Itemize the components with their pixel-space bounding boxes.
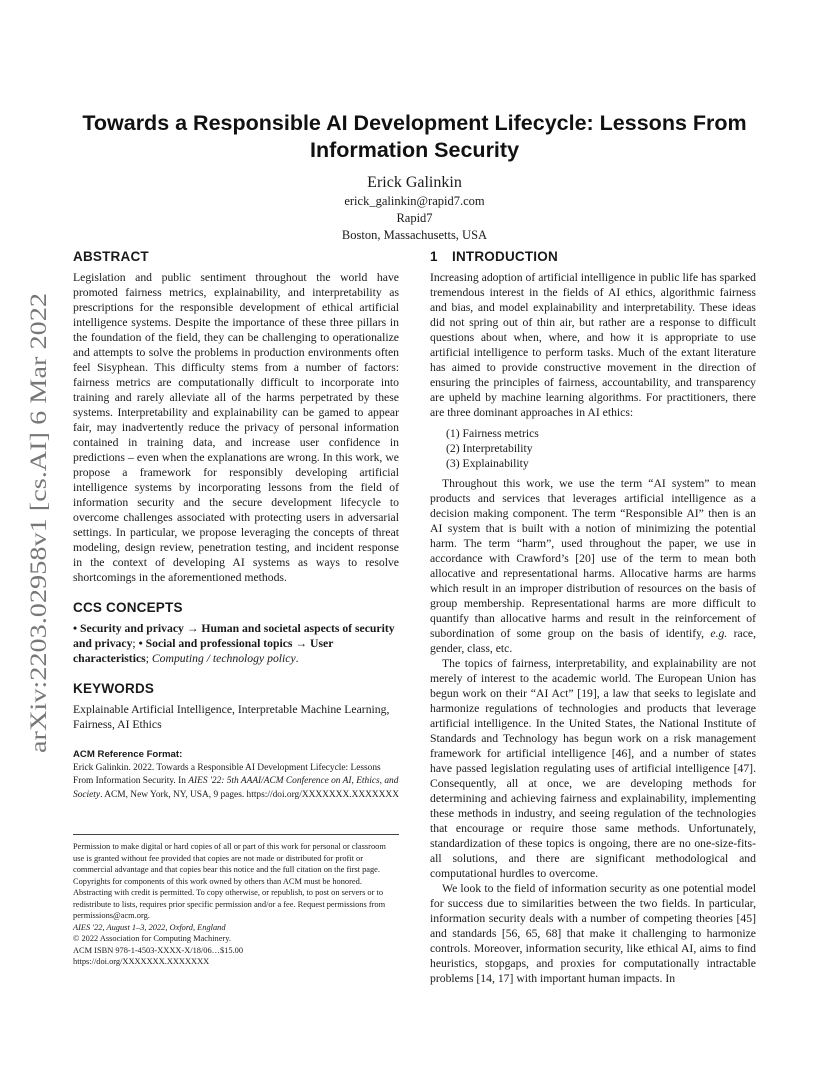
ccs-concept-1: • Security and privacy → Human and societal aspects of security and privacy bbox=[73, 622, 395, 650]
permission-footnote bbox=[73, 834, 399, 968]
author-block bbox=[72, 173, 757, 243]
ccs-concept-3: Computing / technology policy bbox=[151, 652, 296, 665]
reference-venue: AIES '22: 5th AAAI/ACM Conference on AI, Ethics, and Society bbox=[73, 776, 399, 800]
ccs-separator: ; bbox=[145, 652, 152, 665]
reference-part2: . ACM, New York, NY, USA, 9 pages. https://doi.org/XXXXXXX.XXXXXXX bbox=[100, 789, 399, 800]
author-email: erick_galinkin@rapid7.com bbox=[344, 194, 485, 208]
intro-paragraph-1: Increasing adoption of artificial intelligence in public life has sparked tremendous interest in the fields of AI ethics, algorithmic fairness and bias, and model explainability and interpretability. These ideas did not spring out of thin air, but rather are a response to difficult questions about when, where, and how it is appropriate to use artificial intelligence to perform tasks. Much of the extant literature has aimed to provide constructive movement in the direction of ensuring the principles of fairness, accountability, and transparency are upheld by machine learning algorithms. For practitioners, there are three dominant approaches in AI ethics: bbox=[430, 271, 756, 419]
acm-reference-format bbox=[73, 748, 399, 802]
intro-paragraph-3: The topics of fairness, interpretability, and explainability are not merely of interest to the academic world. The European Union has begun work on their “AI Act” [19], a law that seeks to legislate and harmonize regulations of technologies and products that leverage artificial intelligence. In the United States, the National Institute of Standards and Technology has begun work on a risk management framework for artificial intelligence [46], and a number of states have passed legislation regulating uses of artificial intelligence [47]. Consequently, all at once, we are developing methods for determining and achieving fairness and explainability, implementing these methods in industry, and seeing regulation of the technologies that encourage or require those same methods. Unfortunately, standardization of these topics is ongoing, there are no one-size-fits-all solutions, and there are significant methodological and computational hurdles to overcome. bbox=[430, 656, 756, 880]
keywords-heading: KEYWORDS bbox=[73, 681, 155, 696]
permission-venue bbox=[73, 922, 399, 934]
approaches-list bbox=[430, 426, 756, 472]
eg-abbrev: e.g. bbox=[710, 626, 728, 640]
section-title: INTRODUCTION bbox=[452, 249, 558, 264]
introduction-heading bbox=[430, 248, 756, 266]
reference-part1: Erick Galinkin. 2022. Towards a Responsible AI Development Lifecycle: Lessons From Information Security. In bbox=[73, 763, 381, 787]
right-column bbox=[430, 248, 756, 986]
intro-paragraph-4: We look to the field of information security as one potential model for success due to similarities between the two fields. In particular, information security deals with a number of competing theories [45] and standards [56, 65, 68] that make it challenging to harmonize controls. Moreover, information security, like ethical AI, aims to find heuristics, stopgaps, and proxies for computationally intractable problems [14, 17] with important human impacts. In bbox=[430, 881, 756, 985]
paragraph-2-end: race, gender, class, etc. bbox=[430, 626, 756, 655]
copyright-line: © 2022 Association for Computing Machinery. bbox=[73, 934, 231, 943]
list-item: (2) Interpretability bbox=[446, 442, 533, 456]
keywords-text: Explainable Artificial Intelligence, Interpretable Machine Learning, Fairness, AI Ethics bbox=[73, 703, 390, 731]
permission-text: Permission to make digital or hard copies of all or part of this work for personal or classroom use is granted without fee provided that copies are not made or distributed for profit or commercial advantage and that copies bear this notice and the full citation on the first page. Copyrights for components of this work owned by others than ACM must be honored. Abstracting with credit is permitted. To copy otherwise, or republish, to post on servers or to redistribute to lists, requires prior specific permission and/or a fee. Request permissions from permissions@acm.org. bbox=[73, 842, 386, 920]
arxiv-stamp-graphic bbox=[23, 293, 53, 753]
list-item: (3) Explainability bbox=[446, 457, 529, 471]
doi-line: https://doi.org/XXXXXXX.XXXXXXX bbox=[73, 957, 210, 966]
abstract-heading: ABSTRACT bbox=[73, 249, 149, 264]
ccs-end: . bbox=[295, 652, 299, 665]
paper-title: Towards a Responsible AI Development Lifecycle: Lessons From Information Security bbox=[82, 111, 747, 162]
arxiv-stamp bbox=[23, 293, 53, 753]
reference-heading: ACM Reference Format: bbox=[73, 749, 183, 760]
ccs-heading: CCS CONCEPTS bbox=[73, 600, 183, 615]
reference-text bbox=[73, 762, 399, 802]
abstract-text: Legislation and public sentiment throughout the world have promoted fairness metrics, explainability, and interpretability as prescriptions for the responsible development of ethical artificial intelligence systems. Despite the importance of these three pillars in the foundation of the field, they can be challenging to operationalize and attempts to solve the problems in production environments often feel Sisyphean. This difficulty stems from a number of factors: fairness metrics are computationally difficult to incorporate into training and rarely alleviate all of the harms perpetrated by these systems. Interpretability and explainability can be gamed to appear fair, may inadvertently reduce the privacy of personal information contained in training data, and increase user confidence in predictions – even when the explanations are wrong. In this work, we propose a framework for responsibly developing artificial intelligence systems by incorporating lessons from the field of information security and the secure development lifecycle to overcome challenges associated with protecting users in adversarial settings. In particular, we propose leveraging the concepts of threat modeling, design review, penetration testing, and incident response in the context of developing AI systems as ways to resolve shortcomings in the aforementioned methods. bbox=[73, 271, 399, 584]
venue-line: AIES '22, August 1–3, 2022, Oxford, England bbox=[73, 922, 226, 932]
ccs-concepts bbox=[73, 621, 399, 666]
ccs-concept-2: • Social and professional topics → User characteristics bbox=[73, 637, 334, 665]
section-number: 1 bbox=[430, 249, 438, 264]
ccs-separator: ; bbox=[132, 637, 139, 650]
left-column bbox=[73, 248, 399, 802]
paragraph-2-text: Throughout this work, we use the term “AI system” to mean products and services that leverages artificial intelligence as a decision making component. The term “Responsible AI” then is an AI system that is built with a notion of minimizing the potential harm. The term “harm”, used throughout the paper, we use in accordance with Crawford’s [20] use of the term to mean both allocative and representational harms. Allocative harms are harms which result in an improper distribution of resources on the basis of group membership. Representational harms are more difficult to quantify than allocative harms and result in the reinforcement of subordination of some group on the basis of identify, bbox=[430, 476, 756, 640]
list-item: (1) Fairness metrics bbox=[446, 427, 539, 440]
arxiv-id: arXiv:2203.02958v1 [cs.AI] 6 Mar 2022 bbox=[26, 370, 52, 753]
isbn-line: ACM ISBN 978-1-4503-XXXX-X/18/06…$15.00 bbox=[73, 945, 244, 955]
author-affiliation: Rapid7 bbox=[396, 211, 433, 225]
author-location: Boston, Massachusetts, USA bbox=[341, 228, 488, 242]
intro-paragraph-2 bbox=[430, 476, 756, 656]
author-name: Erick Galinkin bbox=[367, 174, 462, 191]
